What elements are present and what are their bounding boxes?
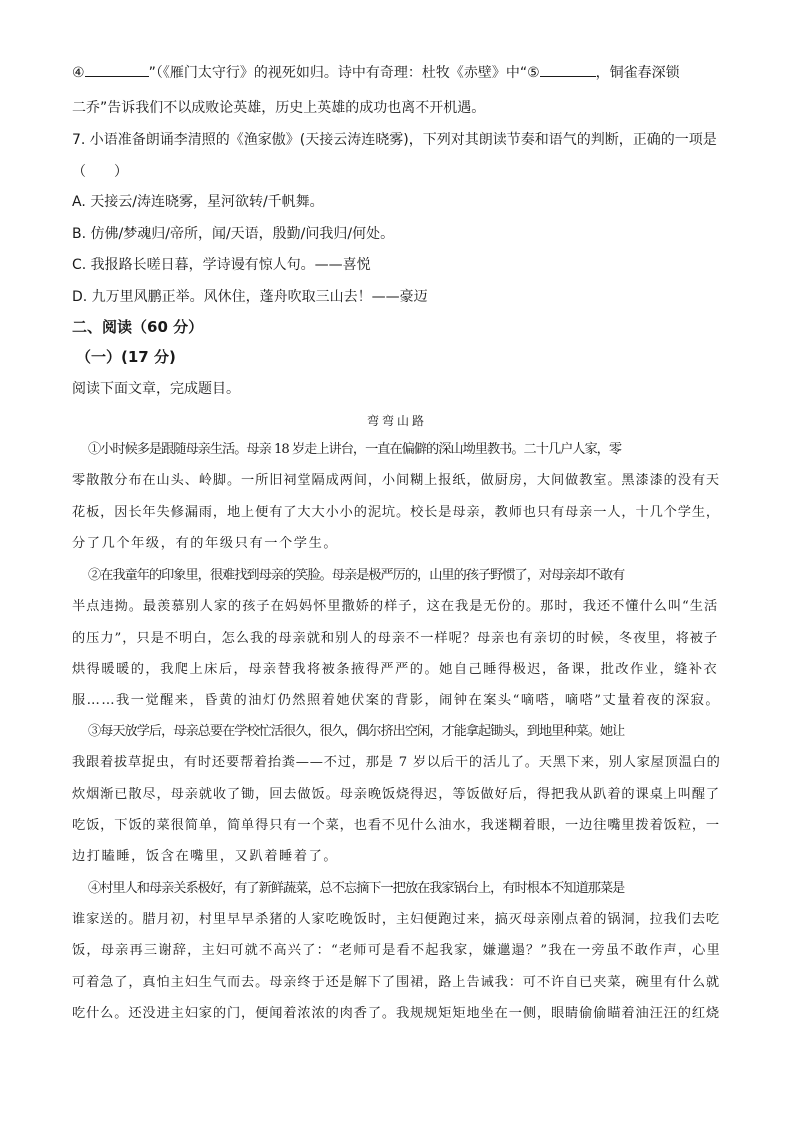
article-line: 花板，因长年失修漏雨，地上便有了大大小小的泥坑。校长是母亲，教师也只有母亲一人，十几个学生， bbox=[72, 505, 721, 520]
instruction: 阅读下面文章，完成题目。 bbox=[72, 381, 240, 397]
article-line: 烘得暖暖的，我爬上床后，母亲替我将被条掖得严严的。她自己睡得极迟，备课，批改作业，缝补衣 bbox=[72, 662, 719, 677]
q7-option-c: C. 我报路长嗟日暮，学诗谩有惊人句。——喜悦 bbox=[72, 257, 371, 273]
blank-4-label: ④ bbox=[72, 65, 85, 81]
q7-option-b: B. 仿佛/梦魂归/帝所，闻/天语，殷勤/问我归/何处。 bbox=[72, 226, 395, 242]
q6-line-2: 二乔”告诉我们不以成败论英雄，历史上英雄的成功也离不开机遇。 bbox=[72, 100, 486, 116]
article-line: ②在我童年的印象里，很难找到母亲的笑脸。母亲是极严厉的，山里的孩子野惯了，对母亲却不敢有 bbox=[88, 568, 625, 583]
article-line: 谁家送的。腊月初，村里早早杀猪的人家吃晚饭时，主妇便跑过来，搞灭母亲刚点着的锅洞，拉我们去吃 bbox=[72, 912, 721, 927]
q7-option-d: D. 九万里风鹏正举。风休住，蓬舟吹取三山去！——豪迈 bbox=[72, 289, 428, 305]
article-line: 饭，母亲再三谢辞，主妇可就不高兴了：“老师可是看不起我家，嫌邋遢？”我在一旁虽不敢作声，心里 bbox=[72, 943, 721, 958]
article-line: 边打瞌睡，饭含在嘴里，又趴着睡着了。 bbox=[72, 849, 339, 864]
article-line: 我跟着拔草捉虫，有时还要帮着抬粪——不过，那是 7 岁以后干的活儿了。天黑下来，别人家屋顶温白的 bbox=[72, 755, 721, 770]
blank-5 bbox=[540, 62, 596, 77]
article-line: 服……我一觉醒来，昏黄的油灯仍然照着她伏案的背影，闹钟在案头“嘀嗒，嘀嗒”丈量着夜的深寂。 bbox=[72, 693, 721, 708]
article-line: 零散散分布在山头、岭脚。一所旧祠堂隔成两间，小间糊上报纸，做厨房，大间做教室。黑漆漆的没有天 bbox=[72, 473, 721, 488]
q7-stem-line-1: 7. 小语准备朗诵李清照的《渔家傲》(天接云涛连晓雾)，下列对其朗读节奏和语气的判断，正确的一项是 bbox=[72, 132, 717, 148]
article-line: 炊烟渐已散尽，母亲就收了锄，回去做饭。母亲晚饭烧得迟，等饭做好后，得把我从趴着的课桌上叫醒了 bbox=[72, 787, 721, 802]
q7-stem-line-2: （ ） bbox=[72, 164, 128, 180]
blank-4 bbox=[85, 62, 149, 77]
section-heading: 二、阅读（60 分） bbox=[72, 318, 204, 336]
q6-line-1 bbox=[72, 62, 680, 82]
article-line: ④村里人和母亲关系极好，有了新鲜蔬菜，总不忘摘下一把放在我家锅台上，有时根本不知道那菜是 bbox=[88, 881, 625, 896]
article-title: 弯弯山路 bbox=[366, 414, 427, 428]
article-line: 吃饭，下饭的菜很简单，简单得只有一个菜，也看不见什么油水，我迷糊着眼，一边往嘴里拨着饭粒，一 bbox=[72, 818, 721, 833]
article-line: 吃什么。还没进主妇家的门，便闻着浓浓的肉香了。我规规矩矩地坐在一侧，眼睛偷偷瞄着油汪汪的红烧 bbox=[72, 1006, 721, 1021]
article-line: 的压力”，只是不明白，怎么我的母亲就和别人的母亲不一样呢？母亲也有亲切的时候，冬夜里，将被子 bbox=[72, 631, 719, 646]
article-line: ③每天放学后，母亲总要在学校忙活很久，很久，偶尔挤出空闲，才能拿起锄头，到地里种菜。她让 bbox=[88, 724, 625, 739]
subsection-heading: （一）(17 分) bbox=[76, 348, 176, 366]
q7-option-a: A. 天接云/涛连晓雾，星河欲转/千帆舞。 bbox=[72, 194, 324, 210]
article-line: 半点违拗。最羡慕别人家的孩子在妈妈怀里撒娇的样子，这在我是无份的。那时，我还不懂什么叫“生活 bbox=[72, 599, 719, 614]
article-line: 可着急了，真怕主妇生气而去。母亲终于还是解下了围裙，路上告诫我：可不许自已夹菜，碗里有什么就 bbox=[72, 975, 721, 990]
article-line: 分了几个年级，有的年级只有一个学生。 bbox=[72, 536, 339, 551]
q6-line-1-tail: ，铜雀春深锁 bbox=[595, 65, 680, 81]
article-line: ①小时候多是跟随母亲生活。母亲 18 岁走上讲台，一直在偏僻的深山坳里教书。二十几户人家，零 bbox=[88, 442, 622, 457]
q6-line-1-text: ”（《雁门太守行》的视死如归。诗中有奇理：杜牧《赤壁》中“⑤ bbox=[148, 65, 540, 81]
